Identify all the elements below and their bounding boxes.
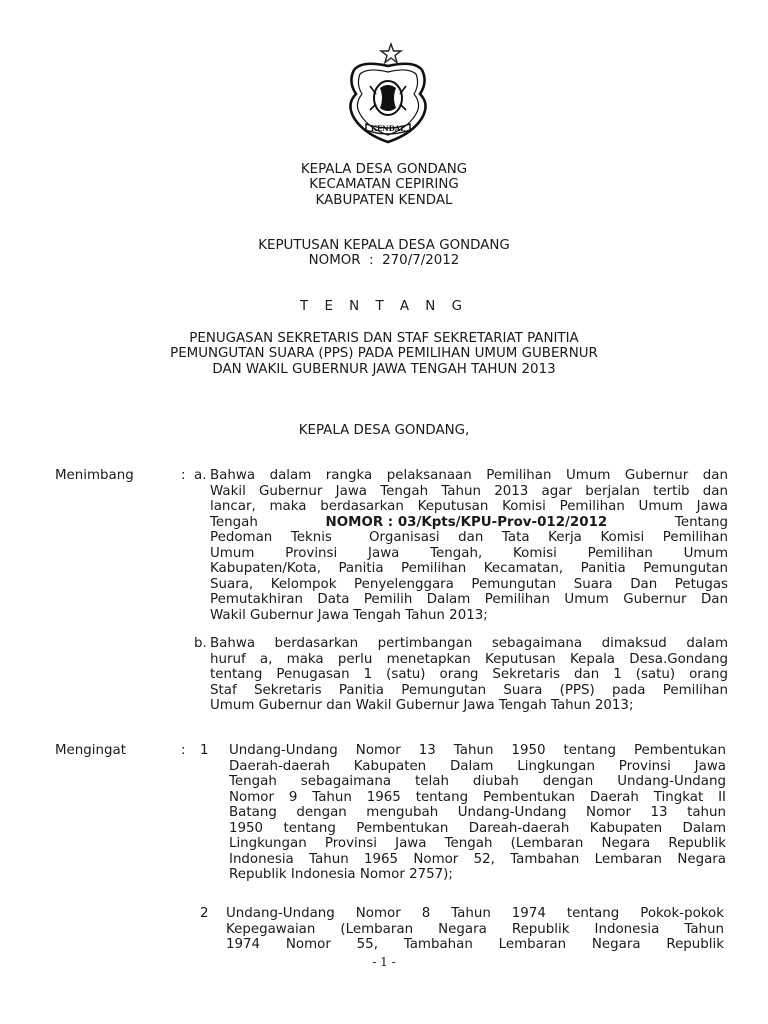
text-line: 1974 Nomor 55, Tambahan Lembaran Negara Republik <box>226 937 724 952</box>
letterhead-line-3: KABUPATEN KENDAL <box>315 192 453 208</box>
text-line: Staf Sekretaris Panitia Pemungutan Suara (PPS) pada Pemilihan <box>210 682 728 698</box>
text-line-with-bold-reference <box>210 515 728 531</box>
text-line: Daerah-daerah Kabupaten Dalam Lingkungan Provinsi Jawa <box>229 758 726 774</box>
subject-line-3: DAN WAKIL GUBERNUR JAWA TENGAH TAHUN 2013 <box>212 361 556 377</box>
star-icon <box>381 44 401 63</box>
item-marker: a. <box>194 468 207 483</box>
issuer-heading <box>0 423 768 438</box>
text-line: Indonesia Tahun 1965 Nomor 52, Tambahan Lembaran Negara <box>229 851 726 867</box>
page-number: - 1 - <box>372 955 396 969</box>
text-line: Nomor 9 Tahun 1965 tentang Pembentukan Daerah Tingkat II <box>229 789 726 805</box>
menimbang-colon: : <box>181 468 186 483</box>
subject-line-2: PEMUNGUTAN SUARA (PPS) PADA PEMILIHAN UMUM GUBERNUR <box>170 346 598 362</box>
kendal-coat-of-arms-icon <box>340 42 436 148</box>
text-line: Umum Provinsi Jawa Tengah, Komisi Pemilihan Umum <box>210 545 728 561</box>
text-line: huruf a, maka perlu menetapkan Keputusan Kepala Desa.Gondang <box>210 651 728 667</box>
text-line: Umum Gubernur dan Wakil Gubernur Jawa Tengah Tahun 2013; <box>210 698 634 713</box>
text-line: Undang-Undang Nomor 13 Tahun 1950 tentang Pembentukan <box>229 743 726 758</box>
text-line: Bahwa berdasarkan pertimbangan sebagaimana dimaksud dalam <box>210 636 728 651</box>
text-line: lancar, maka berdasarkan Keputusan Komisi Pemilihan Umum Jawa <box>210 499 728 514</box>
decree-number: NOMOR : 270/7/2012 <box>308 253 460 269</box>
text-line: 1950 tentang Pembentukan Dareah-daerah Kabupaten Dalam <box>229 820 726 836</box>
mengingat-item-2 <box>200 906 724 953</box>
text-line: Kepegawaian (Lembaran Negara Republik Indonesia Tahun <box>226 921 724 937</box>
mengingat-label: Mengingat <box>55 743 126 758</box>
text-line: Pemutakhiran Data Pemilih Dalam Pemilihan Umum Gubernur Dan <box>210 592 728 607</box>
text-line: Kabupaten/Kota, Panitia Pemilihan Kecamatan, Panitia Pemungutan <box>210 561 728 576</box>
text-line: Batang dengan mengubah Undang-Undang Nomor 13 tahun <box>229 805 726 820</box>
menimbang-label: Menimbang <box>55 468 134 483</box>
tentang-heading <box>0 299 768 314</box>
text-line: Tengah sebagaimana telah diubah dengan Undang-Undang <box>229 774 726 789</box>
text-fragment: Tentang <box>674 514 728 530</box>
menimbang-item-a <box>194 468 728 623</box>
text-line: Wakil Gubernur Jawa Tengah Tahun 2013 agar berjalan tertib dan <box>210 483 728 499</box>
letterhead-line-1: KEPALA DESA GONDANG <box>300 162 468 177</box>
text-line: Wakil Gubernur Jawa Tengah Tahun 2013; <box>210 607 488 623</box>
mengingat-item-1 <box>200 743 726 883</box>
item-marker: 1 <box>200 743 209 758</box>
decree-heading <box>0 238 768 269</box>
menimbang-item-b <box>194 636 728 714</box>
letterhead <box>0 162 768 208</box>
issuer-text: KEPALA DESA GONDANG, <box>298 423 470 438</box>
item-marker: b. <box>194 636 207 651</box>
logo-caption: KENDAL <box>370 124 406 133</box>
text-line: tentang Penugasan 1 (satu) orang Sekretaris dan 1 (satu) orang <box>210 667 728 682</box>
item-marker: 2 <box>200 906 209 921</box>
subject-line-1: PENUGASAN SEKRETARIS DAN STAF SEKRETARIAT PANITIA <box>189 331 579 346</box>
text-line: Lingkungan Provinsi Jawa Tengah (Lembaran Negara Republik <box>229 836 726 851</box>
decree-title: KEPUTUSAN KEPALA DESA GONDANG <box>258 238 510 253</box>
text-fragment: Tengah <box>210 514 258 530</box>
letterhead-line-2: KECAMATAN CEPIRING <box>309 177 459 193</box>
text-line: Bahwa dalam rangka pelaksanaan Pemilihan Umum Gubernur dan <box>210 468 728 483</box>
decree-subject <box>0 331 768 377</box>
text-line: Republik Indonesia Nomor 2757); <box>229 867 453 882</box>
text-line: Undang-Undang Nomor 8 Tahun 1974 tentang Pokok-pokok <box>226 906 724 921</box>
text-line: Suara, Kelompok Penyelenggara Pemungutan Suara Dan Petugas <box>210 576 728 592</box>
text-line: Pedoman Teknis Organisasi dan Tata Kerja Komisi Pemilihan <box>210 530 728 545</box>
kpu-decree-reference: NOMOR : 03/Kpts/KPU-Prov-012/2012 <box>325 514 608 530</box>
tentang-text: T E N T A N G <box>300 299 468 314</box>
mengingat-colon: : <box>181 743 186 758</box>
